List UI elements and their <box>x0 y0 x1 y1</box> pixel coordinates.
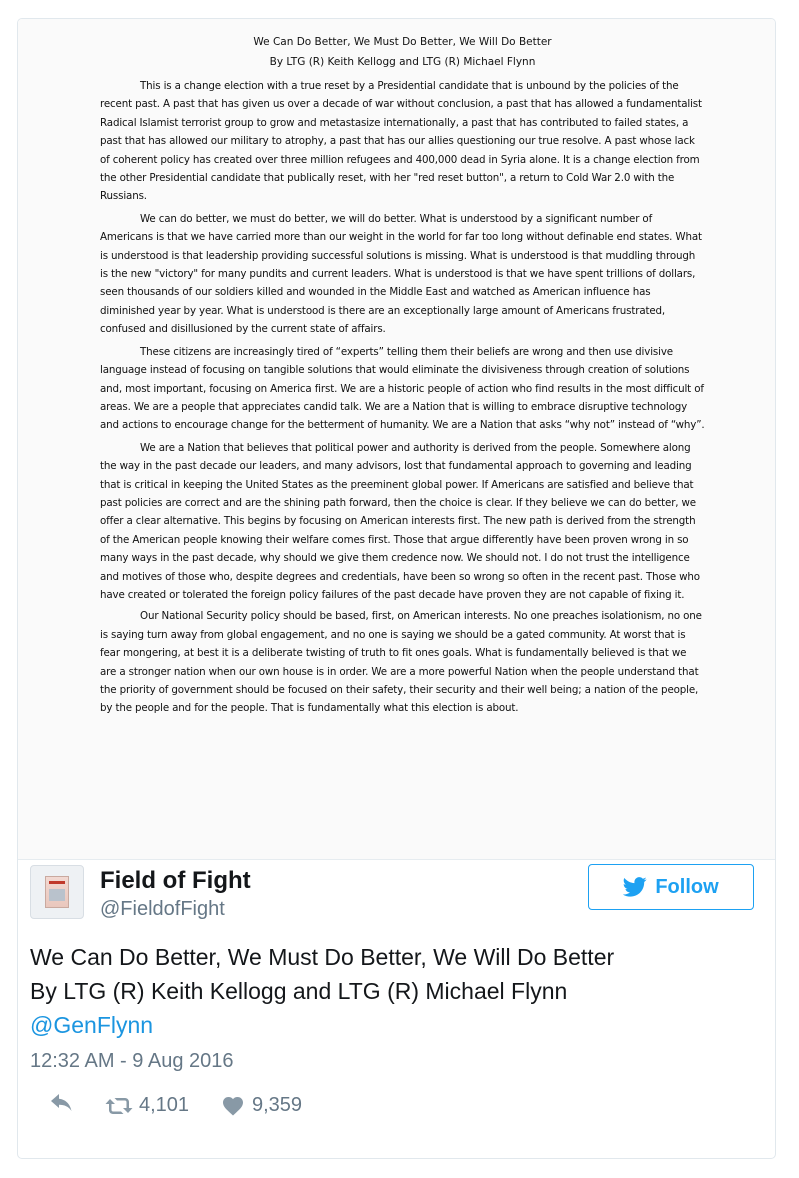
attached-document-image[interactable] <box>18 19 775 860</box>
document-paragraph-5: Our National Security policy should be based, first, on American interests. No one preaches isolationism, no one is saying turn away from global engagement, and no one is saying we should be a gated community. At worst that is fear mongering, at best it is a deliberate twisting of truth to fit ones goals. What is fundamentally believed is that we are a stronger nation when our own house is in order. We are a more powerful Nation when the people understand that the priority of government should be focused on their safety, their security and their well being; a nation of the people, by the people and for the people. That is fundamentally what this election is about. <box>100 610 702 715</box>
account-handle[interactable]: @FieldofFight <box>100 898 225 920</box>
book-cover-icon <box>45 876 69 908</box>
tweet-timestamp[interactable]: 12:32 AM - 9 Aug 2016 <box>30 1050 234 1072</box>
mention-link[interactable]: @GenFlynn <box>30 1012 154 1038</box>
account-name[interactable]: Field of Fight <box>100 867 251 894</box>
tweet-text-line-1: We Can Do Better, We Must Do Better, We Will Do Better <box>30 944 615 970</box>
follow-button[interactable] <box>588 864 754 910</box>
twitter-bird-icon <box>623 877 647 897</box>
reply-icon <box>50 1094 74 1114</box>
document-paragraph-1: This is a change election with a true reset by a Presidential candidate that is unbound by the policies of the recent past. A past that has given us over a decade of war without conclusion, a past that has allowed a fundamentalist Radical Islamist terrorist group to grow and metastasize internationally, a past that has contributed to failed states, a past that has allowed our military to atrophy, a past that has our allies questioning our true resolve. A past whose lack of coherent policy has created over three million refugees and 400,000 dead in Syria alone. It is a change election from the other Presidential candidate that publically reset, with her "red reset button", a return to Cold War 2.0 with the Russians. <box>100 80 702 203</box>
document-paragraph-4: We are a Nation that believes that political power and authority is derived from the people. Somewhere along the way in the past decade our leaders, and many advisors, lost that fundamental approach to governing and leading that is critical in keeping the United States as the preeminent global power. If Americans are satisfied and believe that past policies are correct and are the shining path forward, then the choice is clear. If they believe we can do better, we offer a clear alternative. This begins by focusing on American interests first. The new path is derived from the strength of the American people knowing their welfare comes first. Those that argue differently have been proven wrong in so many ways in the past decade, why should we give them credence now. We should not. I do not trust the intelligence and motives of those who, despite degrees and credentials, have been so wrong so often in the recent past. Those who have created or tolerated the foreign policy failures of the past decade have proven they are not capable of fixing it. <box>100 441 700 601</box>
tweet-actions <box>30 1090 430 1122</box>
like-count: 9,359 <box>252 1094 303 1116</box>
like-button[interactable] <box>222 1094 302 1117</box>
tweet-text-line-2: By LTG (R) Keith Kellogg and LTG (R) Michael Flynn <box>30 978 568 1004</box>
document-paragraph-2: We can do better, we must do better, we will do better. What is understood by a significant number of Americans is that we have carried more than our weight in the world for far too long without definable end states. What is understood is that leadership providing successful solutions is missing. What is understood is that muddling through is the new "victory" for many pundits and current leaders. What is understood is that we have spent trillions of dollars, seen thousands of our soldiers killed and wounded in the Middle East and watched as American influence has diminished year by year. What is understood is there are an exceptionally large amount of Americans frustrated, confused and disillusioned by the current state of affairs. <box>100 212 702 336</box>
follow-label: Follow <box>655 875 719 898</box>
reply-button[interactable] <box>50 1094 74 1114</box>
retweet-button[interactable] <box>105 1094 189 1117</box>
retweet-icon <box>105 1096 133 1116</box>
document-title: We Can Do Better, We Must Do Better, We Will Do Better <box>253 36 552 48</box>
tweet-text <box>30 940 730 1042</box>
retweet-count: 4,101 <box>139 1094 190 1116</box>
avatar[interactable] <box>30 865 84 919</box>
document-byline: By LTG (R) Keith Kellogg and LTG (R) Michael Flynn <box>269 56 536 68</box>
document-paragraph-3: These citizens are increasingly tired of “experts” telling them their beliefs are wrong and then use divisive language instead of focusing on tangible solutions that would eliminate the divisiveness through creation of solutions and, most important, focusing on America first. We are a historic people of action who find results in the most difficult of areas. We are a people that appreciates candid talk. We are a Nation that is willing to embrace disruptive technology and actions to encourage change for the betterment of humanity. We are a Nation that asks “why not” instead of “why”. <box>100 345 705 432</box>
heart-icon <box>222 1096 244 1116</box>
